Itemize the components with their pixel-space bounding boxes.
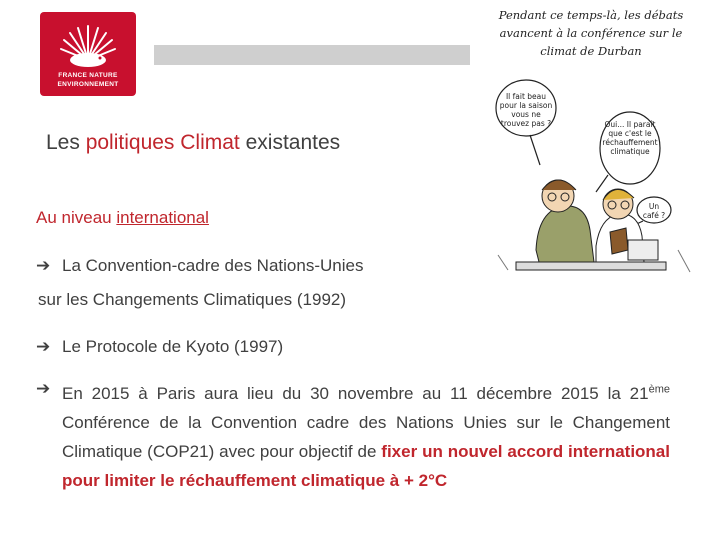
fne-logo: [40, 12, 136, 96]
header-bar: [154, 45, 470, 65]
subtitle-underlined: international: [116, 208, 209, 227]
bullet-1-line-1: La Convention-cadre des Nations-Unies: [62, 256, 364, 275]
title-part-2: existantes: [239, 131, 341, 154]
bullet-kyoto: [36, 337, 283, 357]
arrow-right-icon: ➔: [36, 337, 51, 356]
hedgehog-icon: [40, 16, 136, 68]
section-subtitle: [36, 208, 209, 228]
bullet-cop21: [62, 379, 670, 495]
bullet-2-text: Le Protocole de Kyoto (1997): [62, 337, 284, 356]
title-highlight: politiques Climat: [85, 131, 240, 154]
bullet-3-superscript: ème: [648, 383, 670, 396]
characters: [498, 180, 690, 272]
arrow-right-icon: ➔: [36, 379, 51, 398]
logo-line-2: ENVIRONNEMENT: [57, 81, 119, 88]
subtitle-prefix: Au niveau: [36, 208, 117, 227]
page-title: [46, 131, 340, 155]
bullet-3-highlight: fixer un nouvel accord international pour limiter le réchauffement climatique à + 2°C: [62, 442, 670, 490]
bullet-cop21-arrow: [36, 379, 62, 399]
title-part-1: Les: [46, 131, 86, 154]
cartoon-illustration: [478, 0, 720, 300]
bullet-3-part-a: En 2015 à Paris aura lieu du 30 novembre au 11 décembre 2015 la 21: [62, 384, 649, 403]
bullet-3-part-b: Conférence de la Convention cadre des Nations Unies sur le Changement Climatique (COP21) avec pour objectif de: [62, 413, 670, 461]
speech-bubble-3: Un café ?: [642, 202, 666, 220]
speech-bubble-2: Oui... Il paraît que c'est le réchauffement climatique: [602, 120, 658, 156]
arrow-right-icon: ➔: [36, 256, 51, 275]
logo-line-1: FRANCE NATURE: [58, 72, 118, 79]
bullet-1-line-2: sur les Changements Climatiques (1992): [38, 290, 347, 309]
bullet-unfccc: [36, 256, 363, 276]
speech-bubble-1: Il fait beau pour la saison vous ne trouvez pas ?: [499, 92, 553, 128]
cartoon-caption: Pendant ce temps-là, les débats avancent à la conférence sur le climat de Durban: [498, 8, 684, 58]
